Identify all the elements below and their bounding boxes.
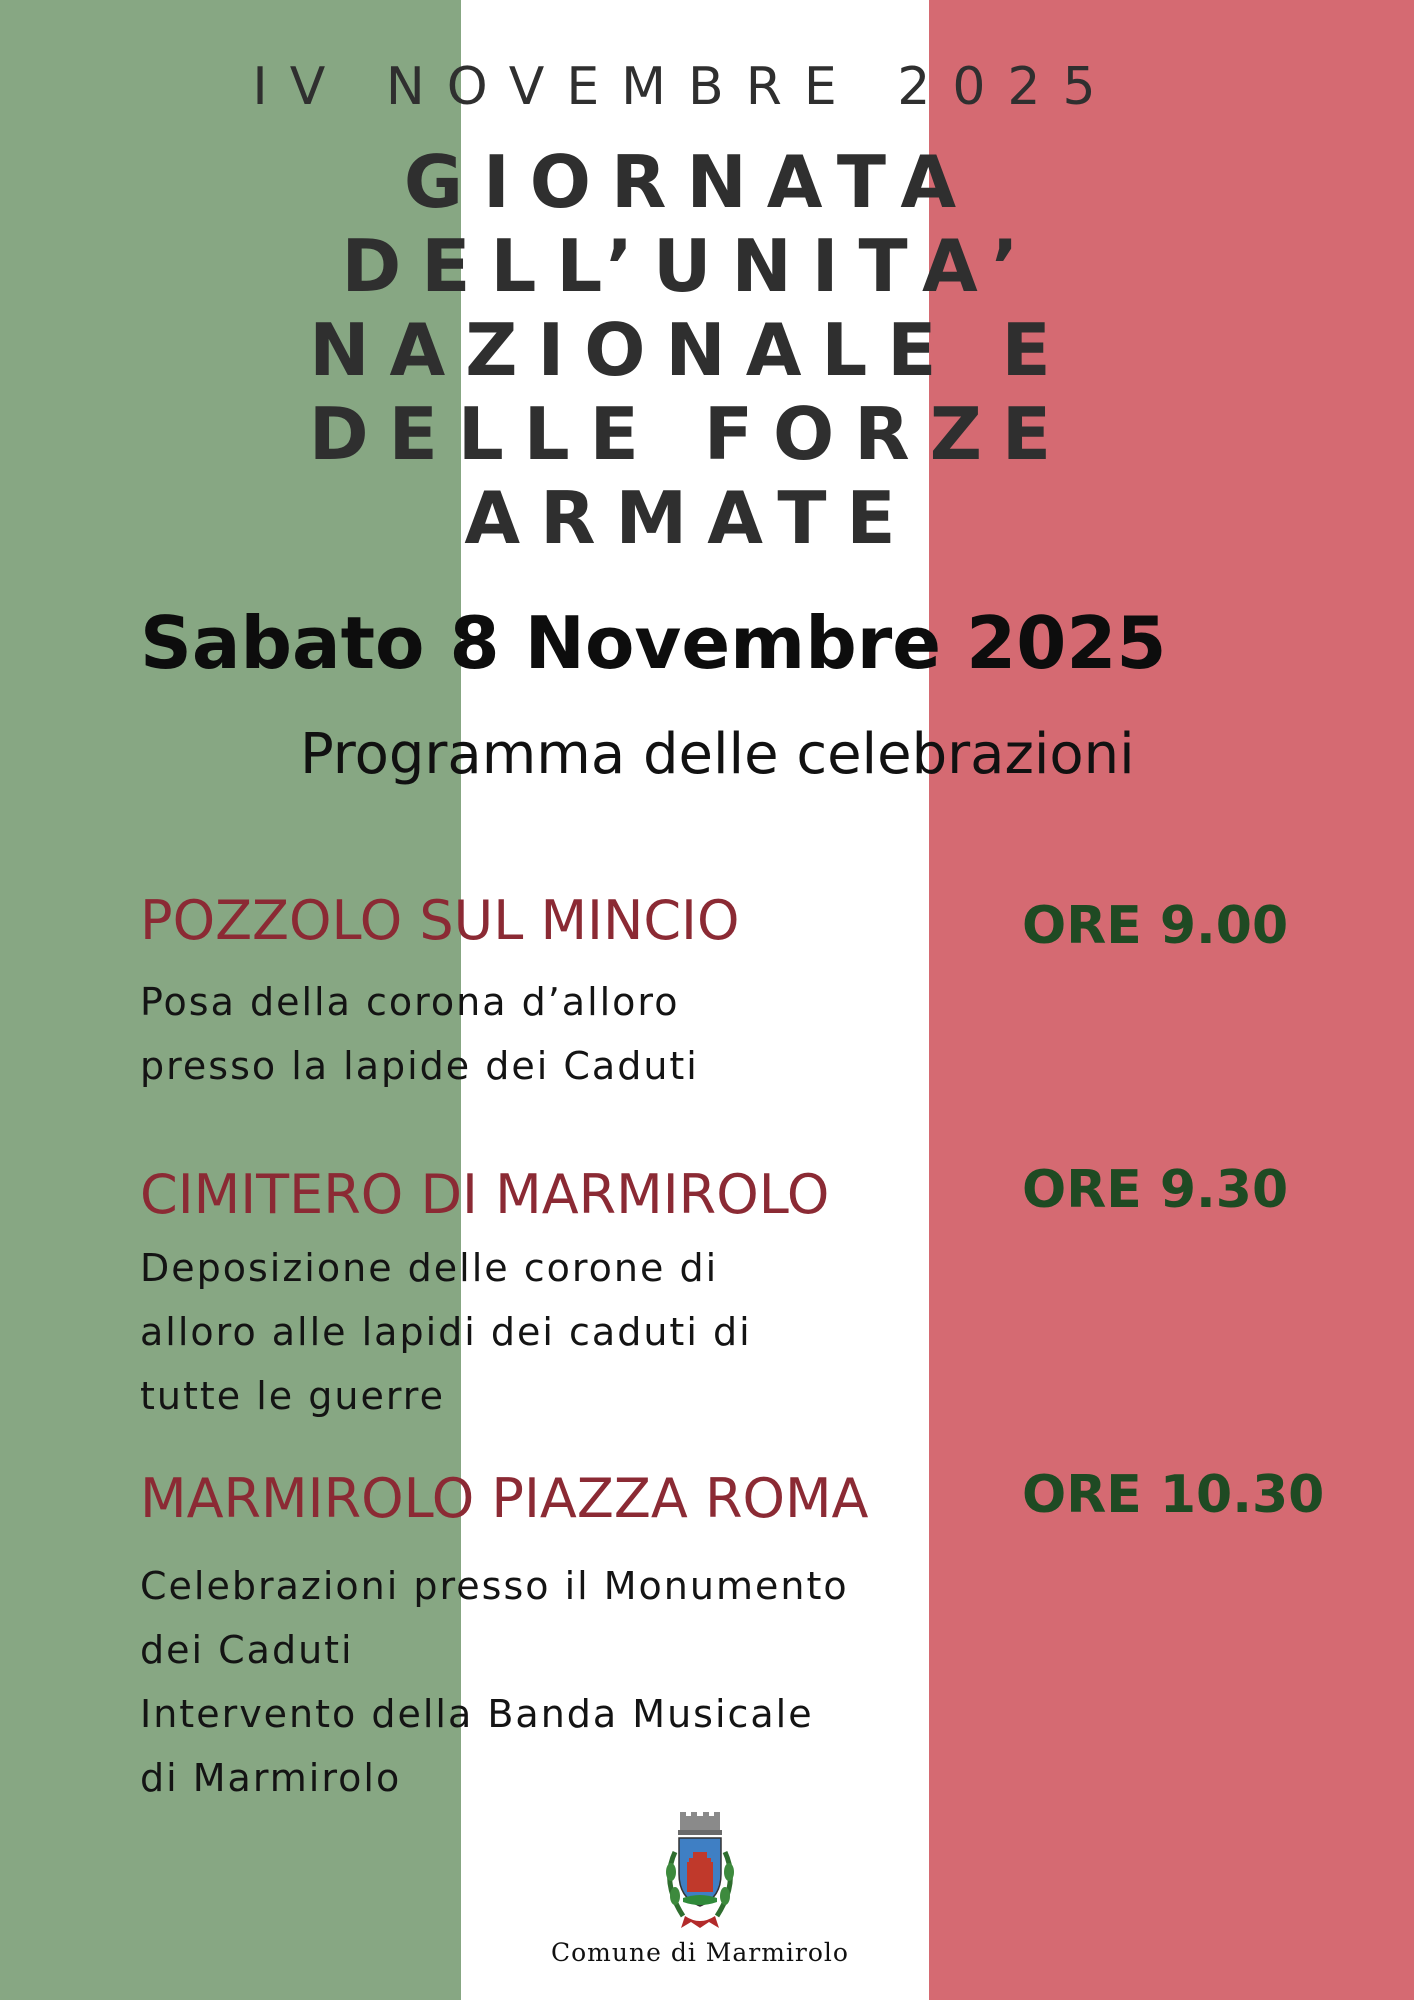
- headline-line: ARMATE: [464, 476, 916, 560]
- event-description-line: Posa della corona d’alloro: [140, 980, 680, 1024]
- event-description-line: Celebrazioni presso il Monumento: [140, 1564, 849, 1608]
- event-description: [140, 1236, 829, 1428]
- kicker-text: IV NOVEMBRE 2025: [252, 57, 1118, 117]
- event-place: MARMIROLO PIAZZA ROMA: [140, 1467, 869, 1530]
- event-description-line: Deposizione delle corone di: [140, 1246, 719, 1290]
- event-time: ORE 9.00: [1022, 896, 1289, 956]
- headline-line: NAZIONALE E: [309, 308, 1071, 392]
- event-description-line: alloro alle lapidi dei caduti di: [140, 1310, 752, 1354]
- headline: [0, 140, 1380, 560]
- event-description-line: tutte le guerre: [140, 1374, 445, 1418]
- footer-label: Comune di Marmirolo: [551, 1938, 849, 1967]
- event-description: [140, 1554, 869, 1810]
- event-item: [140, 888, 739, 1098]
- event-place: POZZOLO SUL MINCIO: [140, 889, 740, 952]
- event-time: ORE 10.30: [1022, 1465, 1325, 1525]
- headline-line: GIORNATA: [403, 140, 977, 224]
- event-description-line: di Marmirolo: [140, 1756, 402, 1800]
- program-subtitle: Programma delle celebrazioni: [300, 722, 1135, 787]
- event-date: Sabato 8 Novembre 2025: [140, 601, 1167, 685]
- event-item: [140, 1466, 869, 1810]
- event-description-line: Intervento della Banda Musicale: [140, 1692, 814, 1736]
- event-description-line: presso la lapide dei Caduti: [140, 1044, 699, 1088]
- headline-line: DELLE FORZE: [308, 392, 1072, 476]
- event-place: CIMITERO DI MARMIROLO: [140, 1163, 830, 1226]
- event-item: [140, 1162, 829, 1428]
- event-time: ORE 9.30: [1022, 1160, 1289, 1220]
- footer: [0, 1812, 1400, 1967]
- headline-line: DELL’UNITA’: [341, 224, 1039, 308]
- event-description: [140, 970, 739, 1098]
- municipal-crest-icon: [655, 1812, 745, 1932]
- event-description-line: dei Caduti: [140, 1628, 354, 1672]
